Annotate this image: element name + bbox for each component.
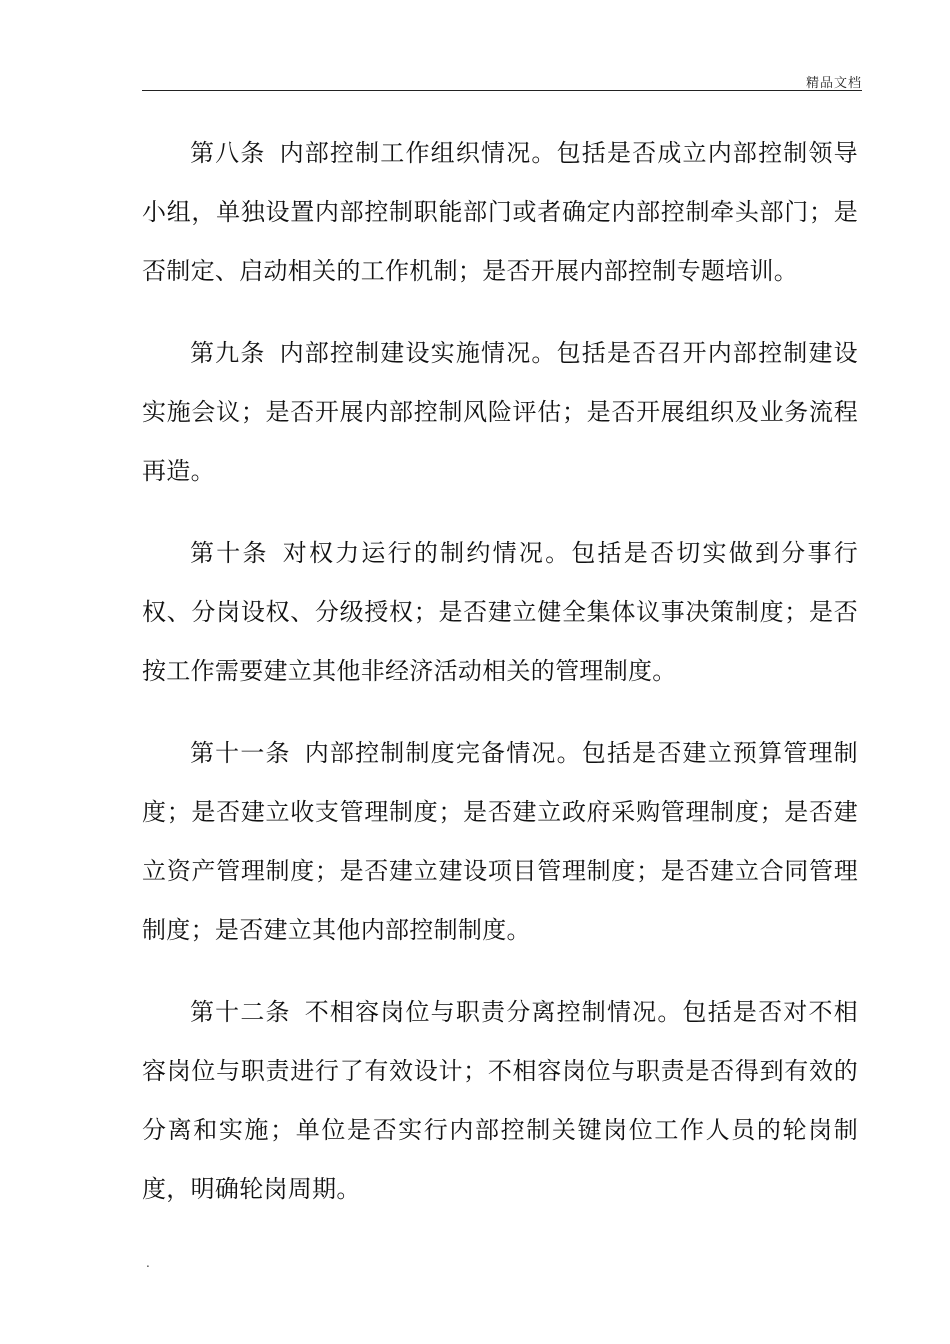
article-text: 不相容岗位与职责分离控制情况。包括是否对不相容岗位与职责进行了有效设计；不相容岗位与职责是否得到有效的分离和实施；单位是否实行内部控制关键岗位工作人员的轮岗制度，明确轮岗周期。 xyxy=(142,998,858,1203)
article-text: 对权力运行的制约情况。包括是否切实做到分事行权、分岗设权、分级授权；是否建立健全集体议事决策制度；是否按工作需要建立其他非经济活动相关的管理制度。 xyxy=(142,539,858,685)
article-10 xyxy=(142,524,858,701)
article-title: 第十二条 xyxy=(190,998,291,1026)
article-text: 内部控制工作组织情况。包括是否成立内部控制领导小组，单独设置内部控制职能部门或者确定内部控制牵头部门；是否制定、启动相关的工作机制；是否开展内部控制专题培训。 xyxy=(142,139,858,285)
document-body xyxy=(142,124,858,1242)
article-12 xyxy=(142,983,858,1219)
header-label: 精品文档 xyxy=(805,76,862,91)
article-title: 第八条 xyxy=(190,139,266,167)
article-11 xyxy=(142,724,858,960)
header-divider xyxy=(142,90,862,91)
article-title: 第九条 xyxy=(190,339,266,367)
article-text: 内部控制制度完备情况。包括是否建立预算管理制度；是否建立收支管理制度；是否建立政府采购管理制度；是否建立资产管理制度；是否建立建设项目管理制度；是否建立合同管理制度；是否建立其他内部控制制度。 xyxy=(142,739,858,944)
article-title: 第十一条 xyxy=(190,739,291,767)
article-9 xyxy=(142,324,858,501)
article-8 xyxy=(142,124,858,301)
footer-mark: . xyxy=(146,1256,150,1270)
article-title: 第十条 xyxy=(190,539,269,567)
article-text: 内部控制建设实施情况。包括是否召开内部控制建设实施会议；是否开展内部控制风险评估；是否开展组织及业务流程再造。 xyxy=(142,339,858,485)
